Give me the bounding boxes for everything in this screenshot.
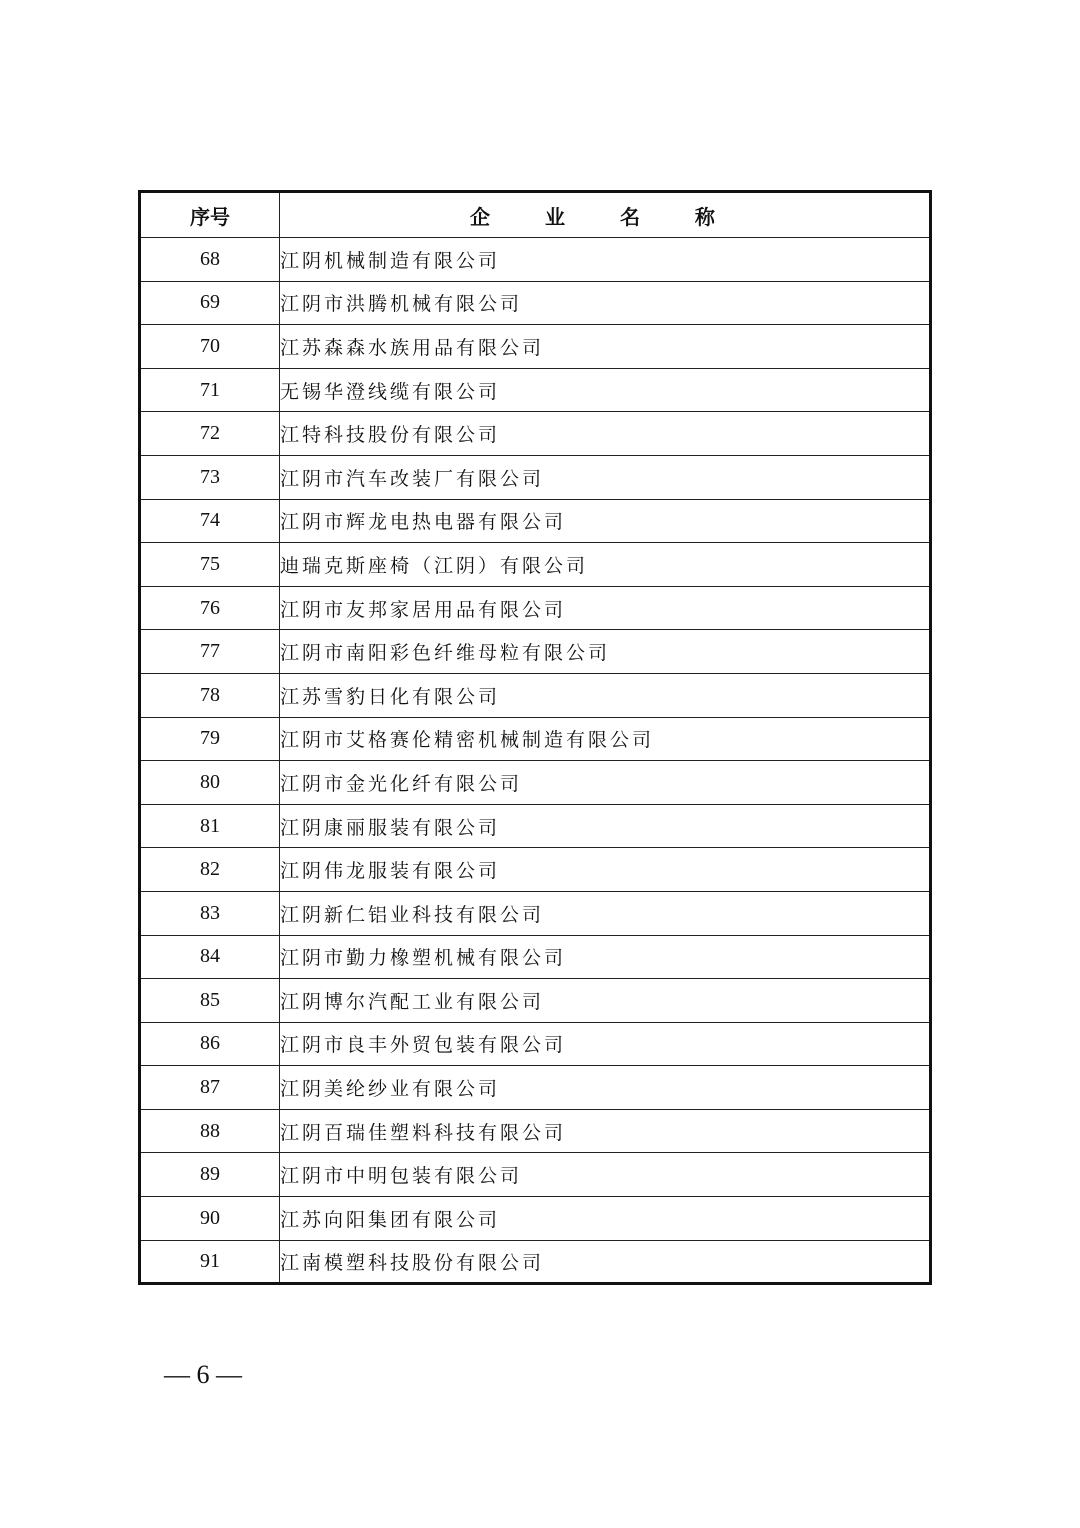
serial-number-cell: 79 xyxy=(140,717,280,761)
serial-number-cell: 89 xyxy=(140,1153,280,1197)
header-serial-number: 序号 xyxy=(140,192,280,238)
company-name-cell: 江阴市勤力橡塑机械有限公司 xyxy=(280,935,931,979)
table-row xyxy=(140,455,931,499)
table-row xyxy=(140,586,931,630)
serial-number-cell: 86 xyxy=(140,1022,280,1066)
serial-number-cell: 71 xyxy=(140,368,280,412)
serial-number-cell: 83 xyxy=(140,891,280,935)
table-row xyxy=(140,1153,931,1197)
serial-number-cell: 90 xyxy=(140,1197,280,1241)
company-name-cell: 江阴市良丰外贸包装有限公司 xyxy=(280,1022,931,1066)
table-row xyxy=(140,238,931,282)
table-row xyxy=(140,804,931,848)
table-body xyxy=(140,238,931,1284)
serial-number-cell: 68 xyxy=(140,238,280,282)
company-name-cell: 江阴市中明包装有限公司 xyxy=(280,1153,931,1197)
company-name-cell: 江特科技股份有限公司 xyxy=(280,412,931,456)
company-name-cell: 江阴市友邦家居用品有限公司 xyxy=(280,586,931,630)
company-name-cell: 江阴机械制造有限公司 xyxy=(280,238,931,282)
serial-number-cell: 76 xyxy=(140,586,280,630)
serial-number-cell: 78 xyxy=(140,673,280,717)
company-name-cell: 江苏向阳集团有限公司 xyxy=(280,1197,931,1241)
page-number: — 6 — xyxy=(164,1360,242,1389)
company-name-cell: 江南模塑科技股份有限公司 xyxy=(280,1240,931,1284)
company-name-cell: 江苏森森水族用品有限公司 xyxy=(280,325,931,369)
serial-number-cell: 73 xyxy=(140,455,280,499)
company-name-cell: 江苏雪豹日化有限公司 xyxy=(280,673,931,717)
table-row xyxy=(140,717,931,761)
table-row xyxy=(140,848,931,892)
company-name-cell: 江阴市金光化纤有限公司 xyxy=(280,761,931,805)
serial-number-cell: 69 xyxy=(140,281,280,325)
table-row xyxy=(140,325,931,369)
serial-number-cell: 75 xyxy=(140,543,280,587)
serial-number-cell: 74 xyxy=(140,499,280,543)
company-name-cell: 无锡华澄线缆有限公司 xyxy=(280,368,931,412)
table-row xyxy=(140,1066,931,1110)
serial-number-cell: 72 xyxy=(140,412,280,456)
table-row xyxy=(140,935,931,979)
company-name-cell: 江阴百瑞佳塑料科技有限公司 xyxy=(280,1109,931,1153)
table-row xyxy=(140,412,931,456)
company-name-cell: 江阴伟龙服装有限公司 xyxy=(280,848,931,892)
table-row xyxy=(140,1197,931,1241)
serial-number-cell: 82 xyxy=(140,848,280,892)
table-row xyxy=(140,1109,931,1153)
serial-number-cell: 81 xyxy=(140,804,280,848)
company-table xyxy=(138,190,932,1285)
company-name-cell: 江阴美纶纱业有限公司 xyxy=(280,1066,931,1110)
table-row xyxy=(140,630,931,674)
table-row xyxy=(140,499,931,543)
table-row xyxy=(140,281,931,325)
company-name-cell: 江阴市南阳彩色纤维母粒有限公司 xyxy=(280,630,931,674)
table-row xyxy=(140,1240,931,1284)
company-name-cell: 江阴新仁铝业科技有限公司 xyxy=(280,891,931,935)
table-row xyxy=(140,979,931,1023)
table-row xyxy=(140,1022,931,1066)
serial-number-cell: 84 xyxy=(140,935,280,979)
table-header-row xyxy=(140,192,931,238)
company-name-cell: 江阴博尔汽配工业有限公司 xyxy=(280,979,931,1023)
serial-number-cell: 87 xyxy=(140,1066,280,1110)
company-name-cell: 江阴市洪腾机械有限公司 xyxy=(280,281,931,325)
serial-number-cell: 77 xyxy=(140,630,280,674)
serial-number-cell: 91 xyxy=(140,1240,280,1284)
company-name-cell: 江阴康丽服装有限公司 xyxy=(280,804,931,848)
company-name-cell: 迪瑞克斯座椅（江阴）有限公司 xyxy=(280,543,931,587)
serial-number-cell: 85 xyxy=(140,979,280,1023)
company-name-cell: 江阴市辉龙电热电器有限公司 xyxy=(280,499,931,543)
table-row xyxy=(140,543,931,587)
table-row xyxy=(140,891,931,935)
header-company-name: 企 业 名 称 xyxy=(280,192,931,238)
company-name-cell: 江阴市汽车改装厂有限公司 xyxy=(280,455,931,499)
table-row xyxy=(140,761,931,805)
serial-number-cell: 80 xyxy=(140,761,280,805)
company-name-cell: 江阴市艾格赛伦精密机械制造有限公司 xyxy=(280,717,931,761)
table-row xyxy=(140,673,931,717)
serial-number-cell: 70 xyxy=(140,325,280,369)
serial-number-cell: 88 xyxy=(140,1109,280,1153)
table-row xyxy=(140,368,931,412)
